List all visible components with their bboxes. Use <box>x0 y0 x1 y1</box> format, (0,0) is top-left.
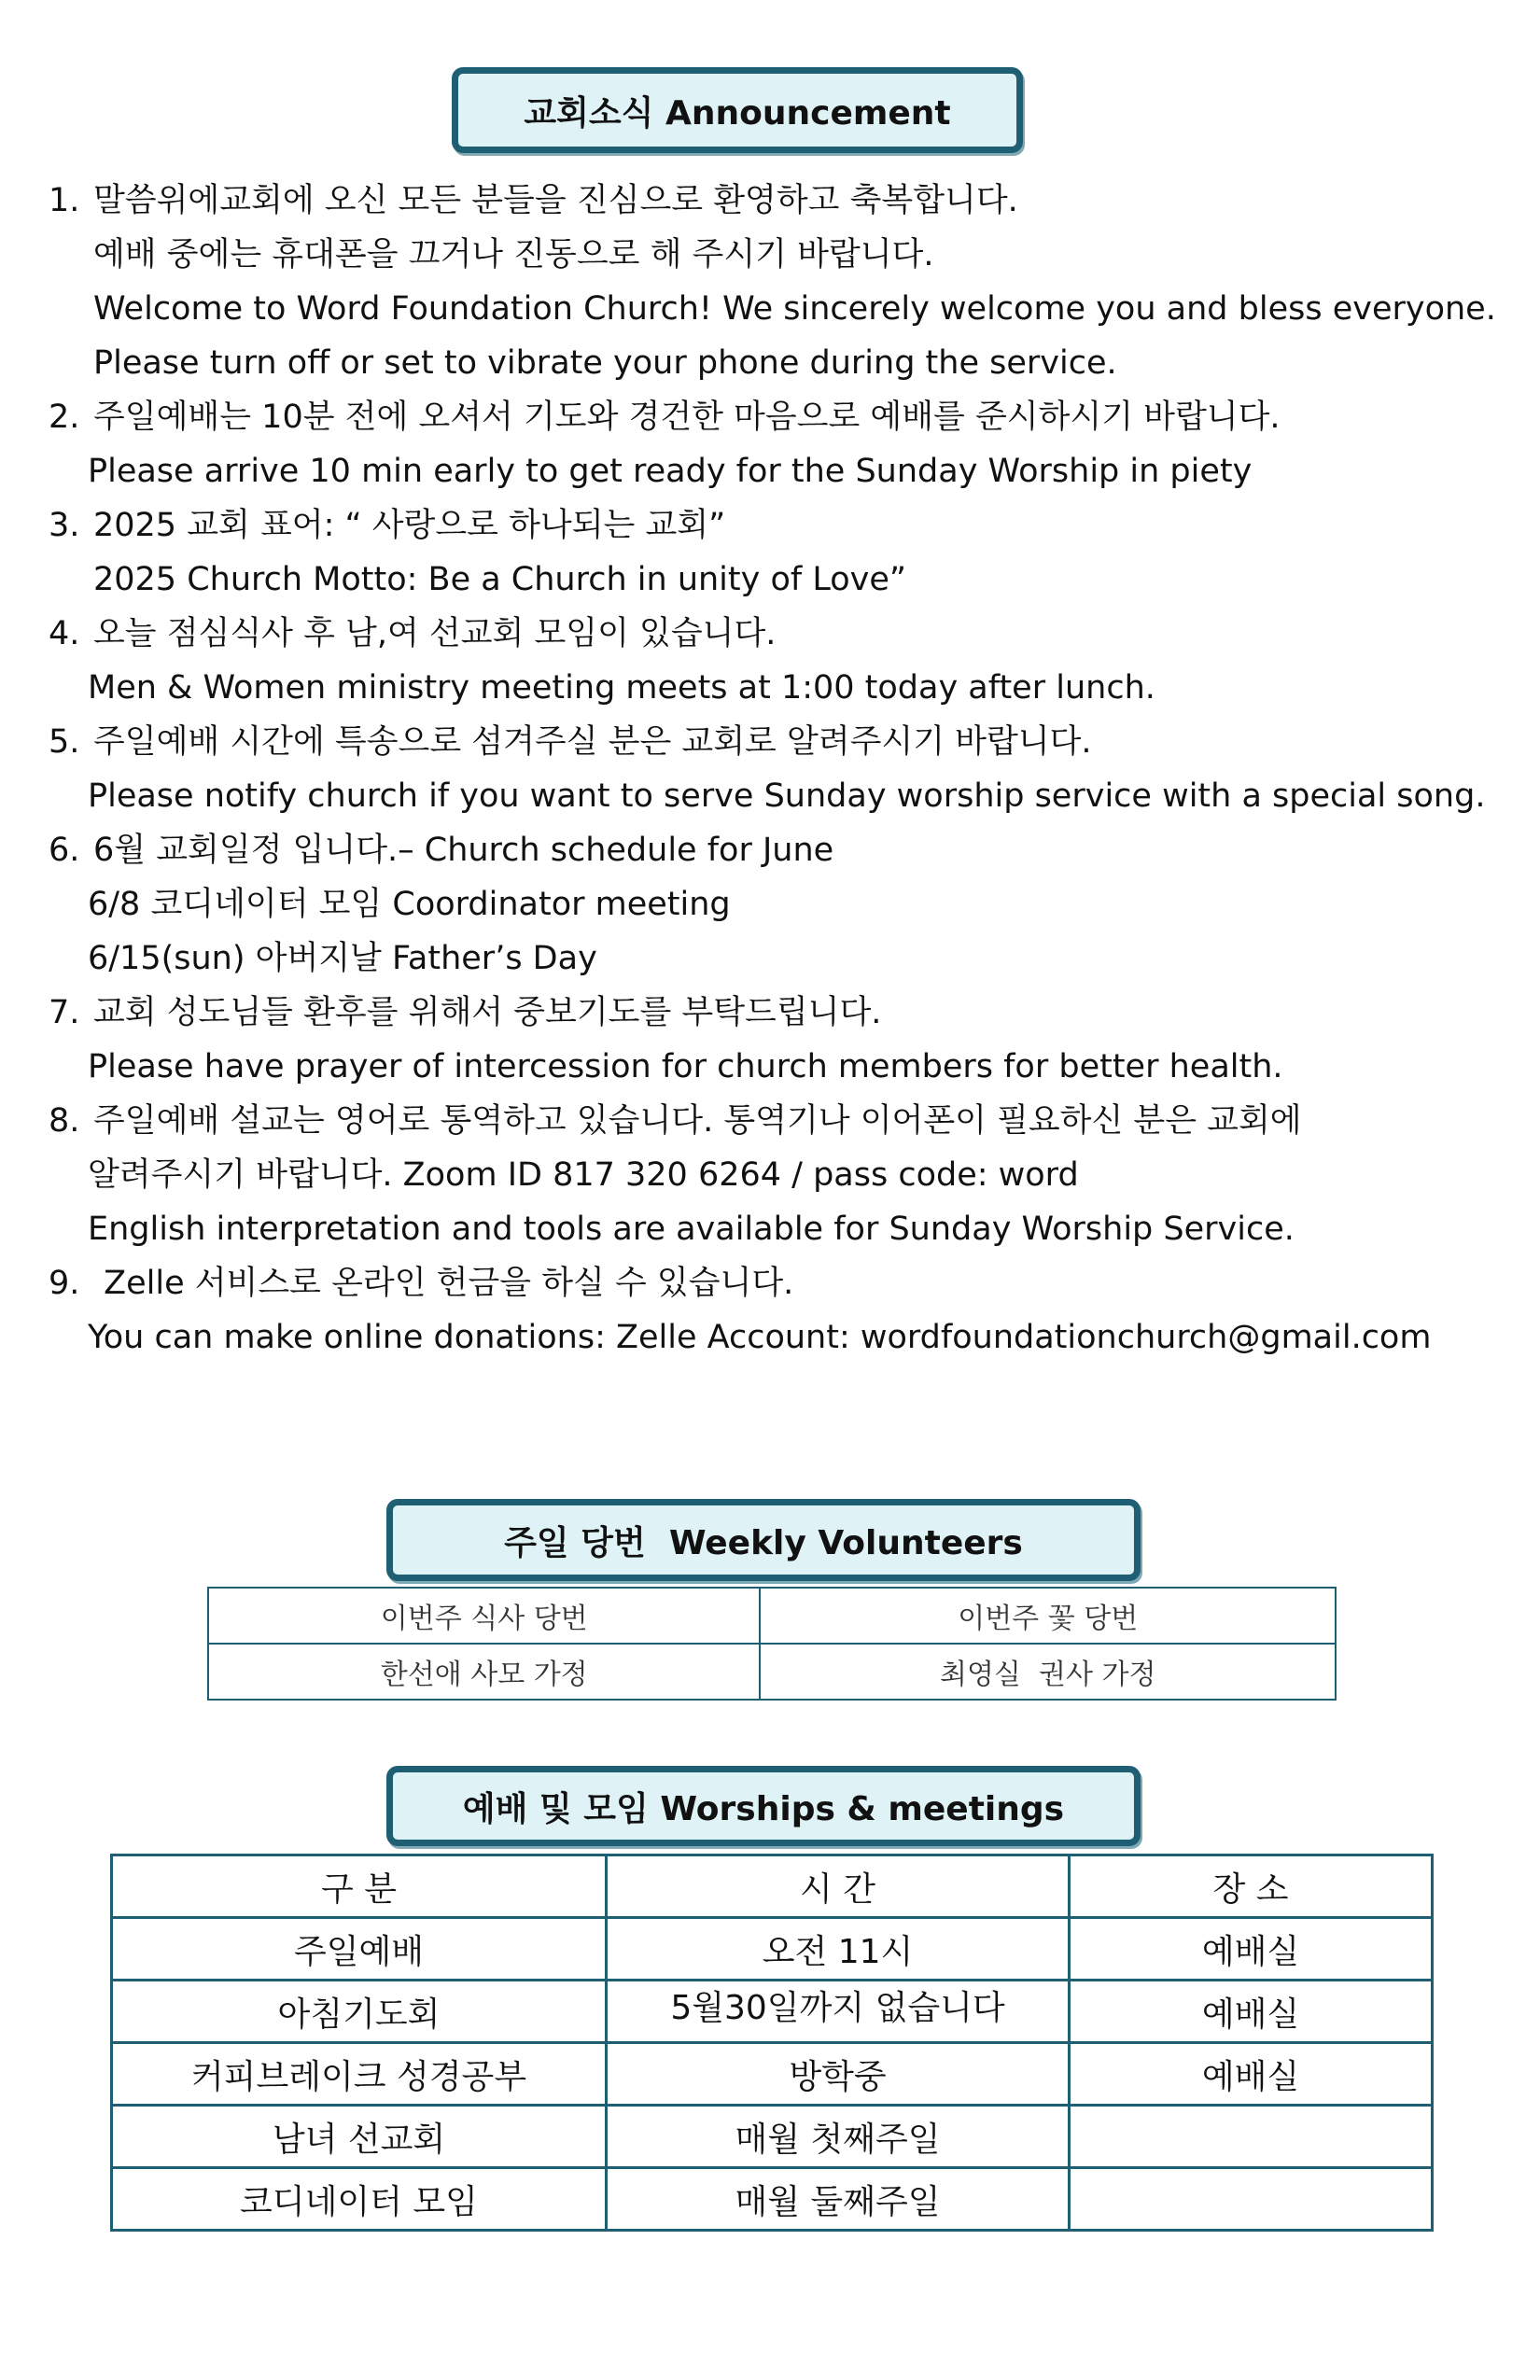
announcement-text: Zelle 서비스로 온라인 헌금을 하실 수 있습니다. <box>93 1265 794 1302</box>
table-cell: 주일예배 <box>112 1918 607 1981</box>
table-row <box>112 2168 1433 2231</box>
announcement-text: 말씀위에교회에 오신 모든 분들을 진심으로 환영하고 축복합니다. <box>93 182 1018 219</box>
announcement-text: 주일예배는 10분 전에 오셔서 기도와 경건한 마음으로 예배를 준시하시기 바랍니다. <box>93 399 1281 436</box>
table-row <box>112 2106 1433 2168</box>
table-cell <box>1070 2168 1433 2231</box>
announcement-item-2: 2. 주일예배는 10분 전에 오셔서 기도와 경건한 마음으로 예배를 준시하시기 바랍니다. <box>49 399 1281 436</box>
announcement-list <box>49 174 1523 1365</box>
table-cell: 아침기도회 <box>112 1981 607 2043</box>
announcement-item-1: 1. 말씀위에교회에 오신 모든 분들을 진심으로 환영하고 축복합니다. <box>49 182 1018 219</box>
announcement-item-8: 8. 주일예배 설교는 영어로 통역하고 있습니다. 통역기나 이어폰이 필요하신 분은 교회에 <box>49 1102 1302 1140</box>
table-row <box>208 1644 1336 1700</box>
announcement-text: English interpretation and tools are available for Sunday Worship Service. <box>88 1211 1295 1248</box>
announcement-text: Men & Women ministry meeting meets at 1:00 today after lunch. <box>88 669 1155 707</box>
table-row <box>112 1918 1433 1981</box>
announcement-text: 2025 Church Motto: Be a Church in unity of Love” <box>93 561 907 598</box>
announcement-text: Please arrive 10 min early to get ready for the Sunday Worship in piety <box>88 453 1253 490</box>
table-cell: 남녀 선교회 <box>112 2106 607 2168</box>
table-cell: 매월 둘째주일 <box>607 2168 1070 2231</box>
announcement-text: 예배 중에는 휴대폰을 끄거나 진동으로 해 주시기 바랍니다. <box>93 236 934 273</box>
announcement-text: 오늘 점심식사 후 남,여 선교회 모임이 있습니다. <box>93 615 777 652</box>
worship-banner <box>386 1766 1141 1846</box>
table-cell: 한선애 사모 가정 <box>208 1644 760 1700</box>
table-cell: 커피브레이크 성경공부 <box>112 2043 607 2106</box>
volunteers-title: 주일 당번 Weekly Volunteers <box>504 1523 1023 1562</box>
announcement-item-4: 4. 오늘 점심식사 후 남,여 선교회 모임이 있습니다. <box>49 615 777 652</box>
announcement-text: Please have prayer of intercession for church members for better health. <box>88 1048 1283 1085</box>
table-row <box>112 1981 1433 2043</box>
announcement-text: 교회 성도님들 환후를 위해서 중보기도를 부탁드립니다. <box>93 994 882 1031</box>
announcement-text: Please turn off or set to vibrate your phone during the service. <box>93 344 1117 382</box>
worship-table <box>110 1854 1434 2232</box>
announcement-text: 주일예배 시간에 특송으로 섬겨주실 분은 교회로 알려주시기 바랍니다. <box>93 723 1092 761</box>
announcement-text: Please notify church if you want to serve Sunday worship service with a special song. <box>88 777 1486 815</box>
table-cell: 오전 11시 <box>607 1918 1070 1981</box>
worship-title: 예배 및 모임 Worships & meetings <box>462 1789 1065 1828</box>
announcement-item-6: 6. 6월 교회일정 입니다.– Church schedule for June <box>49 832 834 869</box>
announcement-item-9: 9. Zelle 서비스로 온라인 헌금을 하실 수 있습니다. <box>49 1265 794 1302</box>
volunteers-banner <box>386 1499 1141 1581</box>
announcement-item-5: 5. 주일예배 시간에 특송으로 섬겨주실 분은 교회로 알려주시기 바랍니다. <box>49 723 1092 761</box>
table-row <box>112 2043 1433 2106</box>
announcement-text: You can make online donations: Zelle Account: wordfoundationchurch@gmail.com <box>88 1319 1432 1356</box>
table-cell: 방학중 <box>607 2043 1070 2106</box>
table-cell: 이번주 꽃 당번 <box>760 1588 1336 1644</box>
announcement-text: 2025 교회 표어: “ 사랑으로 하나되는 교회” <box>93 507 726 544</box>
announcement-item-3: 3. 2025 교회 표어: “ 사랑으로 하나되는 교회” <box>49 507 726 544</box>
announcement-banner <box>452 67 1023 153</box>
table-cell <box>1070 2106 1433 2168</box>
announcement-title: 교회소식 Announcement <box>524 93 951 133</box>
announcement-text: 6/15(sun) 아버지날 Father’s Day <box>88 940 597 977</box>
table-header-cell: 구 분 <box>112 1855 607 1918</box>
table-cell: 매월 첫째주일 <box>607 2106 1070 2168</box>
announcement-text: 6월 교회일정 입니다.– Church schedule for June <box>93 832 834 869</box>
announcement-text: 주일예배 설교는 영어로 통역하고 있습니다. 통역기나 이어폰이 필요하신 분은 교회에 <box>93 1102 1302 1140</box>
table-row <box>208 1588 1336 1644</box>
table-cell: 코디네이터 모임 <box>112 2168 607 2231</box>
volunteers-table <box>207 1587 1337 1701</box>
table-cell: 이번주 식사 당번 <box>208 1588 760 1644</box>
table-header-cell: 장 소 <box>1070 1855 1433 1918</box>
announcement-text: 6/8 코디네이터 모임 Coordinator meeting <box>88 886 731 923</box>
table-cell: 예배실 <box>1070 2043 1433 2106</box>
table-header-row <box>112 1855 1433 1918</box>
table-cell: 5월30일까지 없습니다 <box>607 1981 1070 2043</box>
table-cell: 예배실 <box>1070 1981 1433 2043</box>
announcement-text: 알려주시기 바랍니다. Zoom ID 817 320 6264 / pass code: word <box>88 1156 1079 1194</box>
table-header-cell: 시 간 <box>607 1855 1070 1918</box>
announcement-text: Welcome to Word Foundation Church! We sincerely welcome you and bless everyone. <box>93 290 1496 328</box>
announcement-item-7: 7. 교회 성도님들 환후를 위해서 중보기도를 부탁드립니다. <box>49 994 882 1031</box>
table-cell: 최영실 권사 가정 <box>760 1644 1336 1700</box>
table-cell: 예배실 <box>1070 1918 1433 1981</box>
